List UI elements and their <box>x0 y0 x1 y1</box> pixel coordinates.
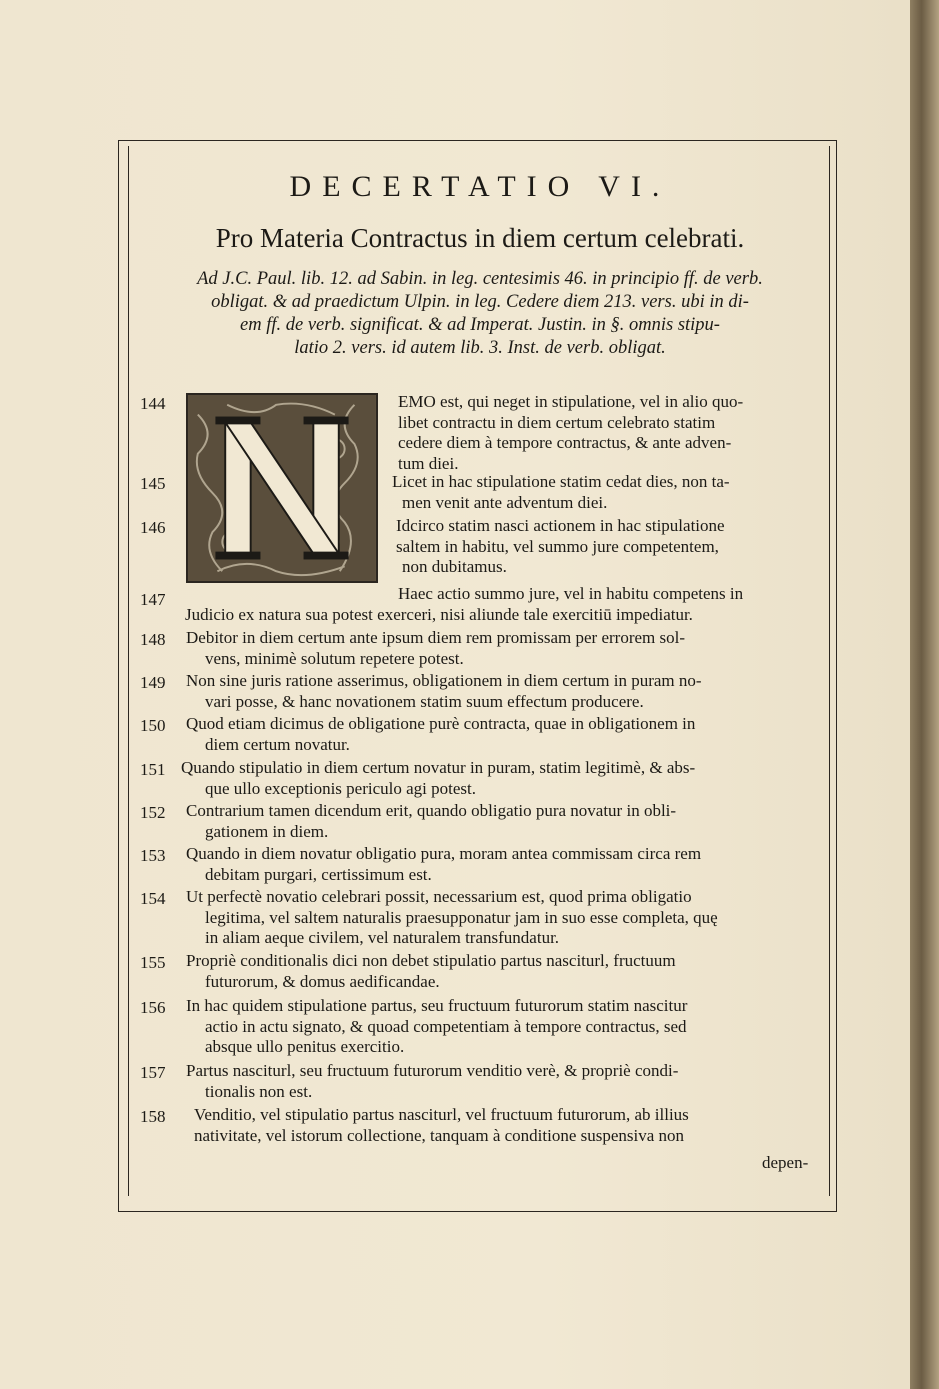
paragraph-line: Ut perfectè novatio celebrari possit, necessarium est, quod prima obligatio <box>186 887 692 906</box>
subtitle-line: obligat. & ad praedictum Ulpin. in leg. Cedere diem 213. vers. ubi in di- <box>211 292 749 312</box>
paragraph-line: Quando stipulatio in diem certum novatur in puram, statim legitimè, & abs- <box>181 758 696 777</box>
paragraph-line: Haec actio summo jure, vel in habitu competens in <box>398 584 744 603</box>
paragraph-line: gationem in diem. <box>205 821 329 841</box>
paragraph-number: 157 <box>140 1063 166 1082</box>
paragraph-number: 147 <box>140 590 166 609</box>
paragraph-line: non dubitamus. <box>402 557 507 576</box>
paragraph-line: men venit ante adventum diei. <box>402 492 608 512</box>
paragraph-number: 148 <box>140 630 166 649</box>
paragraph-number: 153 <box>140 846 166 865</box>
catchword: depen- <box>762 1153 809 1172</box>
paragraph-line: Quod etiam dicimus de obligatione purè contracta, quae in obligationem in <box>186 714 696 733</box>
paragraph-line: Idcirco statim nasci actionem in hac stipulatione <box>396 516 725 535</box>
paragraph-number: 151 <box>140 760 166 779</box>
paragraph-number: 154 <box>140 889 166 908</box>
paragraph-number: 156 <box>140 998 166 1017</box>
paragraph-line: Quando in diem novatur obligatio pura, moram antea commissam circa rem <box>186 844 702 863</box>
paragraph-line: Propriè conditionalis dici non debet stipulatio partus nasciturl, fructuum <box>186 951 676 970</box>
paragraph-number: 158 <box>140 1107 166 1126</box>
paragraph-line: saltem in habitu, vel summo jure competentem, <box>396 536 719 556</box>
paragraph-number: 150 <box>140 716 166 735</box>
subtitle-line: em ff. de verb. significat. & ad Imperat. Justin. in §. omnis stipu- <box>240 315 720 335</box>
subtitle-citation <box>150 268 810 360</box>
subtitle-line: latio 2. vers. id autem lib. 3. Inst. de verb. obligat. <box>294 338 666 358</box>
paragraph-line: EMO est, qui neget in stipulatione, vel in alio quo- <box>398 392 744 411</box>
paragraph-number: 146 <box>140 518 166 537</box>
paragraph-line: In hac quidem stipulatione partus, seu fructuum futurorum statim nascitur <box>186 996 688 1015</box>
paragraph-line: in aliam aeque civilem, vel naturalem transfundatur. <box>205 928 560 947</box>
paragraph-line: nativitate, vel istorum collectione, tanquam à conditione suspensiva non <box>194 1125 685 1145</box>
paragraph-line: libet contractu in diem certum celebrato statim <box>398 412 716 432</box>
paragraph-line: que ullo exceptionis periculo agi potest. <box>205 778 476 798</box>
section-title: Pro Materia Contractus in diem certum celebrati. <box>215 223 745 253</box>
paragraph-line: Debitor in diem certum ante ipsum diem rem promissam per errorem sol- <box>186 628 686 647</box>
paragraph-number: 145 <box>140 474 166 493</box>
paragraph-line: tionalis non est. <box>205 1081 313 1101</box>
paragraph-line: diem certum novatur. <box>205 734 350 754</box>
paragraph-line: futurorum, & domus aedificandae. <box>205 971 440 991</box>
paragraph-number: 149 <box>140 673 166 692</box>
paragraph-line: vari posse, & hanc novationem statim suum effectum producere. <box>205 691 644 711</box>
paragraph-line: Partus nasciturl, seu fructuum futurorum venditio verè, & propriè condi- <box>186 1061 679 1080</box>
paragraph-line: tum diei. <box>398 453 459 473</box>
subtitle-line: Ad J.C. Paul. lib. 12. ad Sabin. in leg. centesimis 46. in principio ff. de verb. <box>197 269 763 289</box>
paragraph-line: Contrarium tamen dicendum erit, quando obligatio pura novatur in obli- <box>186 801 677 820</box>
paragraph-line: vens, minimè solutum repetere potest. <box>205 648 464 668</box>
paragraph-line: Venditio, vel stipulatio partus nasciturl, vel fructuum futurorum, ab illius <box>194 1105 689 1124</box>
paragraph-line: debitam purgari, certissimum est. <box>205 864 432 884</box>
section-header: DECERTATIO VI. <box>289 170 671 203</box>
paragraph-line: Licet in hac stipulatione statim cedat dies, non ta- <box>392 472 730 491</box>
paragraph-line: legitima, vel saltem naturalis praesupponatur jam in suo esse completa, quę <box>205 907 718 927</box>
paragraph-number: 144 <box>140 394 166 413</box>
book-gutter <box>910 0 939 1389</box>
paragraph-line: actio in actu signato, & quoad competentiam à tempore contractus, sed <box>205 1016 687 1036</box>
paragraph-line: cedere diem à tempore contractus, & ante adven- <box>398 433 732 452</box>
paragraph-line: absque ullo penitus exercitio. <box>205 1037 405 1056</box>
paragraph-number: 152 <box>140 803 166 822</box>
paragraph-line: Judicio ex natura sua potest exerceri, nisi aliunde tale exercitiū impediatur. <box>185 604 693 624</box>
paragraph-line: Non sine juris ratione asserimus, obligationem in diem certum in puram no- <box>186 671 702 690</box>
paragraph-number: 155 <box>140 953 166 972</box>
decorated-initial <box>186 393 378 583</box>
